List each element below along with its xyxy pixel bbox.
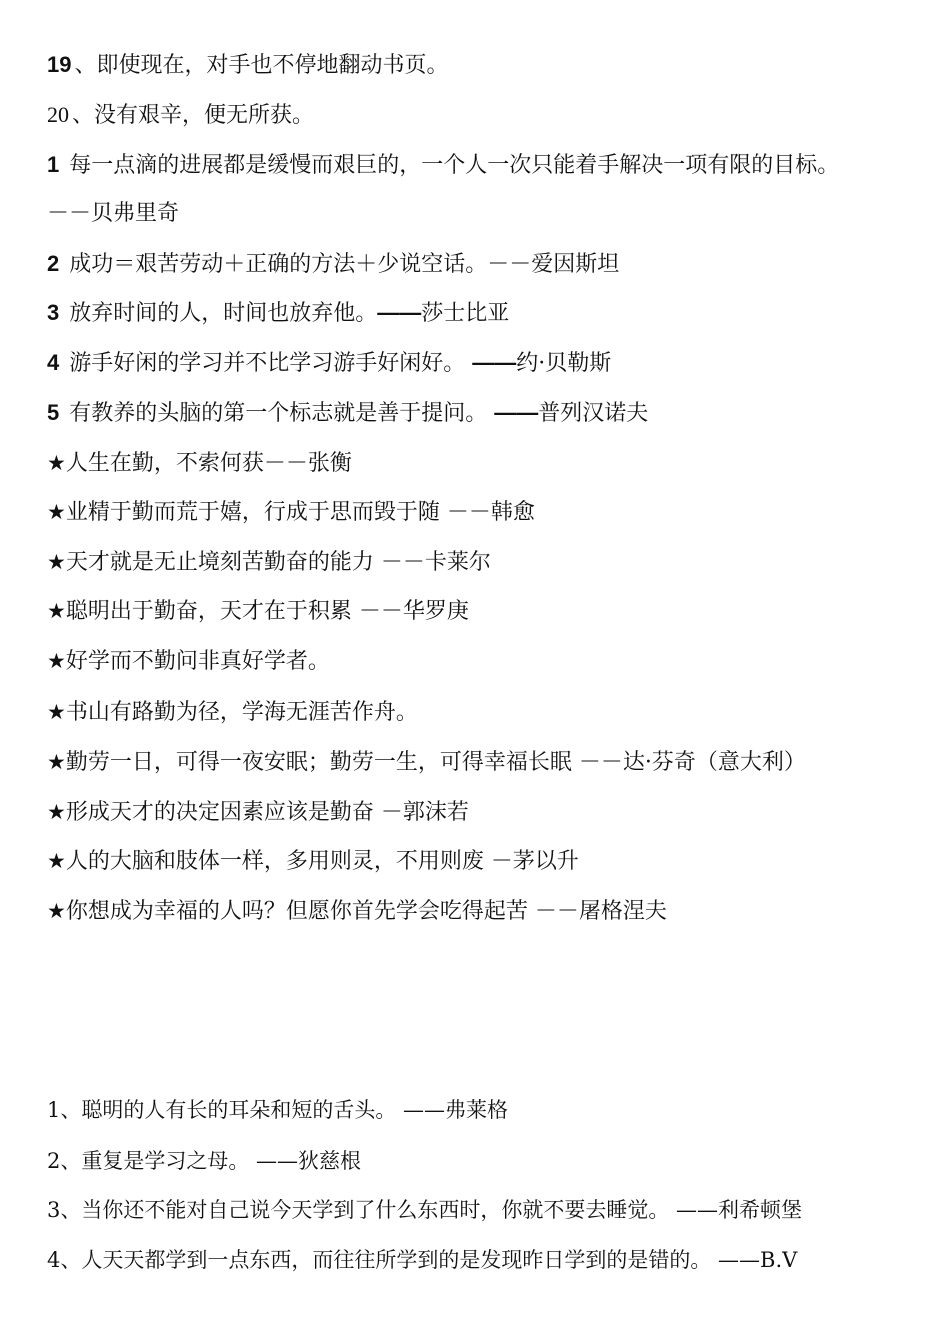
star-quote-line — [47, 646, 937, 676]
numbered-quote-line — [47, 1146, 937, 1176]
numbered-quote-text: 3、当你还不能对自己说今天学到了什么东西时，你就不要去睡觉。 ——利希顿堡 — [47, 1198, 803, 1222]
quote-text: 、即使现在，对手也不停地翻动书页。 — [74, 53, 449, 78]
quote-number: 3 — [47, 300, 60, 325]
numbered-quote-text: 4、人天天都学到一点东西，而往往所学到的是发现昨日学到的是错的。 ——B.V — [47, 1248, 798, 1272]
quote-text: 有教养的头脑的第一个标志就是善于提问。 — [62, 401, 495, 426]
star-quote-text: 好学而不勤问非真好学者。 — [65, 649, 330, 674]
star-icon: ★ — [47, 800, 66, 824]
star-icon: ★ — [47, 550, 66, 574]
quote-text: 、没有艰辛，便无所获。 — [72, 103, 315, 128]
quote-dash: —— — [377, 300, 422, 325]
quote-author: 约·贝勒斯 — [516, 351, 612, 376]
quote-number: 5 — [47, 400, 60, 425]
star-quote-line — [47, 747, 937, 777]
star-quote-text: 天才就是无止境刻苦勤奋的能力 －－卡莱尔 — [65, 550, 491, 575]
quote-line — [47, 100, 937, 130]
quote-number: 19 — [47, 52, 72, 77]
quote-line — [47, 249, 937, 279]
quote-text: 放弃时间的人，时间也放弃他。 — [62, 301, 378, 326]
quote-dash: —— — [494, 400, 539, 425]
quote-number: 4 — [47, 350, 60, 375]
star-quote-line — [47, 797, 937, 827]
quote-number: 20 — [47, 102, 69, 127]
quote-text: 每一点滴的进展都是缓慢而艰巨的，一个人一次只能着手解决一项有限的目标。 — [62, 153, 840, 178]
star-quote-text: 你想成为幸福的人吗？但愿你首先学会吃得起苦 －－屠格涅夫 — [65, 899, 667, 924]
star-quote-text: 人的大脑和肢体一样，多用则灵，不用则废 －茅以升 — [65, 849, 579, 874]
quote-line — [47, 298, 937, 328]
star-icon: ★ — [47, 750, 66, 774]
quote-text: 游手好闲的学习并不比学习游手好闲好。 — [62, 351, 473, 376]
quote-line — [47, 150, 937, 180]
quote-line — [47, 50, 937, 80]
star-quote-text: 形成天才的决定因素应该是勤奋 －郭沫若 — [65, 800, 469, 825]
star-quote-text: 勤劳一日，可得一夜安眠；勤劳一生，可得幸福长眠 －－达·芬奇（意大利） — [65, 750, 806, 775]
numbered-quote-text: 2、重复是学习之母。 ——狄慈根 — [47, 1149, 362, 1173]
quote-author: 普列汉诺夫 — [538, 401, 649, 426]
star-quote-text: 业精于勤而荒于嬉，行成于思而毁于随 －－韩愈 — [65, 500, 535, 525]
star-quote-text: 书山有路勤为径，学海无涯苦作舟。 — [65, 700, 418, 725]
star-icon: ★ — [47, 599, 66, 623]
numbered-quote-line — [47, 1245, 937, 1275]
star-quote-line — [47, 448, 937, 478]
star-quote-line — [47, 697, 937, 727]
quote-author: －－贝弗里奇 — [47, 201, 180, 226]
star-icon: ★ — [47, 849, 66, 873]
numbered-quote-text: 1、聪明的人有长的耳朵和短的舌头。 ——弗莱格 — [47, 1098, 509, 1122]
quote-number: 2 — [47, 251, 60, 276]
quote-line — [47, 398, 937, 428]
quote-number: 1 — [47, 152, 60, 177]
star-icon: ★ — [47, 649, 66, 673]
star-quote-line — [47, 596, 937, 626]
numbered-quote-line — [47, 1195, 937, 1225]
star-quote-line — [47, 846, 937, 876]
quote-author: 莎士比亚 — [421, 301, 510, 326]
star-quote-text: 聪明出于勤奋，天才在于积累 －－华罗庚 — [65, 599, 469, 624]
star-quote-text: 人生在勤，不索何获－－张衡 — [65, 451, 352, 476]
star-icon: ★ — [47, 500, 66, 524]
star-quote-line — [47, 896, 937, 926]
star-icon: ★ — [47, 899, 66, 923]
quote-author-line — [47, 199, 937, 229]
star-icon: ★ — [47, 700, 66, 724]
numbered-quote-line — [47, 1095, 937, 1125]
quote-line — [47, 348, 937, 378]
quote-dash: —— — [472, 350, 517, 375]
star-quote-line — [47, 547, 937, 577]
star-icon: ★ — [47, 451, 66, 475]
star-quote-line — [47, 497, 937, 527]
quote-text: 成功＝艰苦劳动＋正确的方法＋少说空话。－－爱因斯坦 — [62, 252, 620, 277]
